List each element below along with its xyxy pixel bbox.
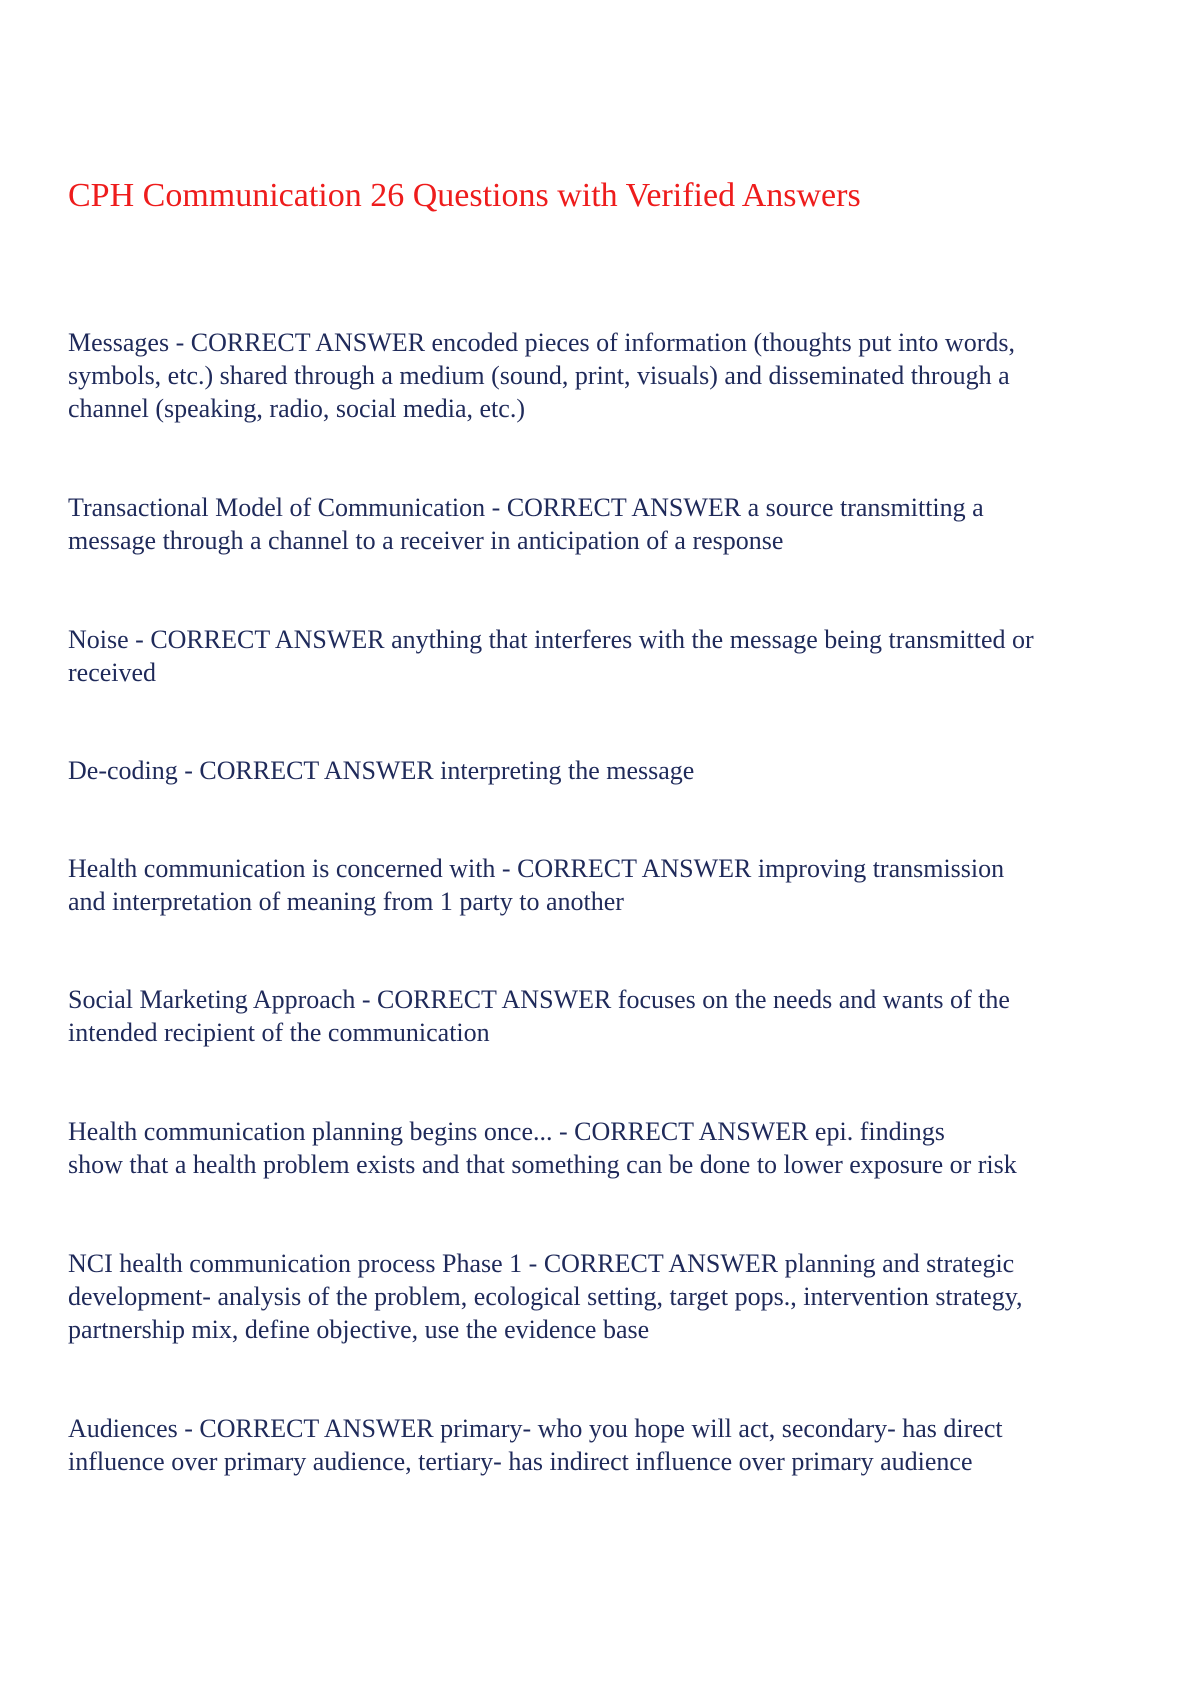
qa-entry-noise xyxy=(68,623,1138,689)
qa-entry-social-marketing xyxy=(68,983,1138,1049)
qa-entry-transactional-model xyxy=(68,491,1138,557)
qa-entry-decoding xyxy=(68,754,1138,787)
entry-line: channel (speaking, radio, social media, etc.) xyxy=(68,394,525,423)
entry-line: influence over primary audience, tertiary- has indirect influence over primary audience xyxy=(68,1447,973,1476)
entry-line: and interpretation of meaning from 1 party to another xyxy=(68,887,624,916)
entry-line: development- analysis of the problem, ecological setting, target pops., intervention strategy, xyxy=(68,1282,1023,1311)
entry-line: intended recipient of the communication xyxy=(68,1018,490,1047)
entry-line: received xyxy=(68,658,157,687)
entry-line: Health communication is concerned with - CORRECT ANSWER improving transmission xyxy=(68,854,1005,883)
document-title: CPH Communication 26 Questions with Verified Answers xyxy=(68,177,861,214)
entry-line: Messages - CORRECT ANSWER encoded pieces of information (thoughts put into words, xyxy=(68,328,1015,357)
entry-line: Noise - CORRECT ANSWER anything that interferes with the message being transmitted or xyxy=(68,625,1034,654)
entry-line: Audiences - CORRECT ANSWER primary- who you hope will act, secondary- has direct xyxy=(68,1414,1003,1443)
qa-entry-planning-begins xyxy=(68,1115,1138,1181)
qa-entry-health-communication xyxy=(68,852,1138,918)
entry-line: Transactional Model of Communication - CORRECT ANSWER a source transmitting a xyxy=(68,493,984,522)
entry-line: De-coding - CORRECT ANSWER interpreting the message xyxy=(68,756,695,785)
entry-line: show that a health problem exists and that something can be done to lower exposure or risk xyxy=(68,1150,1017,1179)
entry-line: Health communication planning begins once... - CORRECT ANSWER epi. findings xyxy=(68,1117,945,1146)
qa-entry-audiences xyxy=(68,1412,1138,1478)
entry-line: Social Marketing Approach - CORRECT ANSWER focuses on the needs and wants of the xyxy=(68,985,1010,1014)
qa-entry-nci-phase-1 xyxy=(68,1247,1138,1346)
entry-line: message through a channel to a receiver in anticipation of a response xyxy=(68,526,784,555)
entry-line: partnership mix, define objective, use the evidence base xyxy=(68,1315,650,1344)
qa-entry-messages xyxy=(68,326,1138,425)
entry-line: NCI health communication process Phase 1 - CORRECT ANSWER planning and strategic xyxy=(68,1249,1015,1278)
entry-line: symbols, etc.) shared through a medium (sound, print, visuals) and disseminated through a xyxy=(68,361,1010,390)
